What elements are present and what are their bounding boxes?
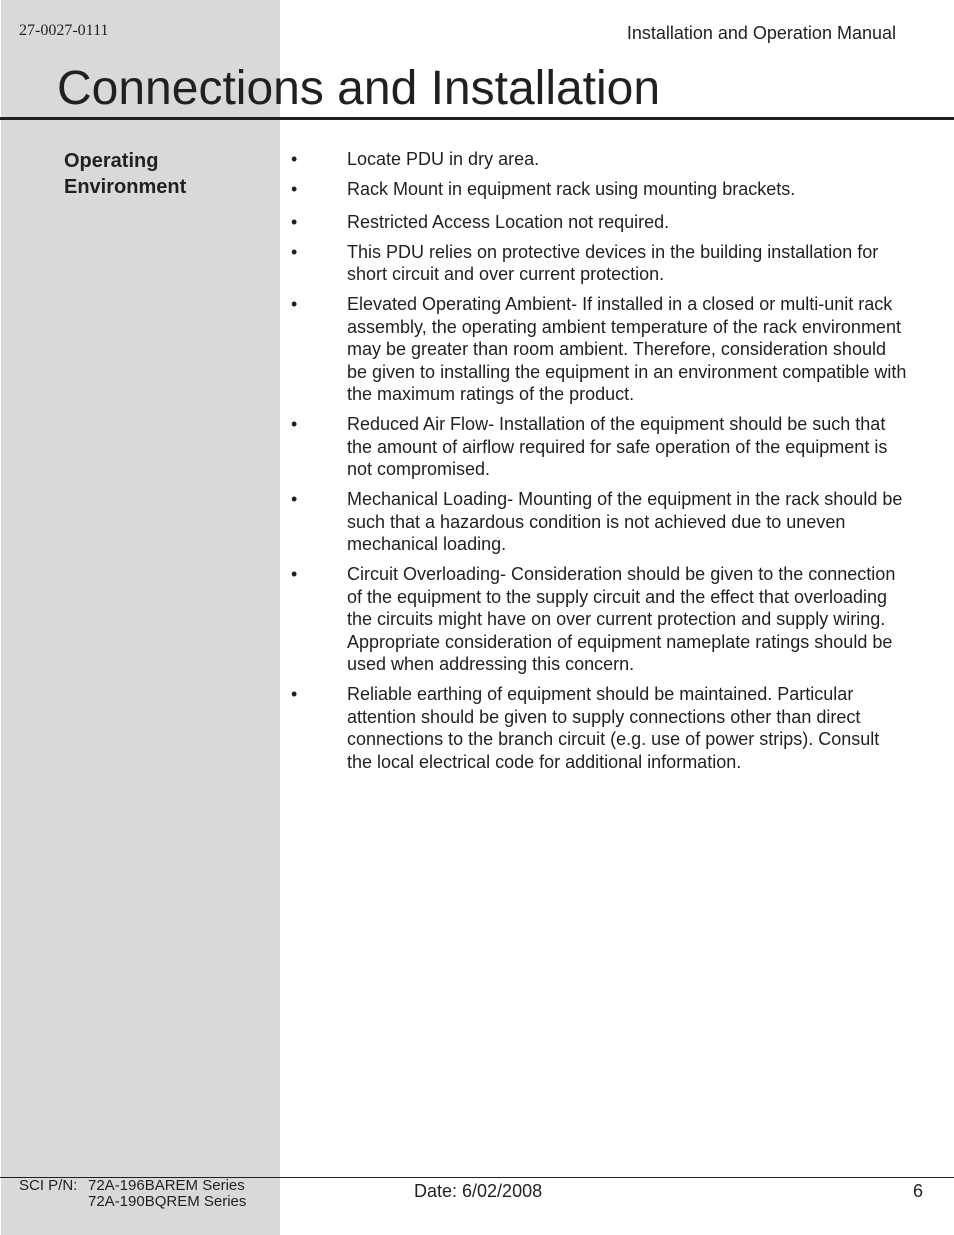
list-item — [288, 293, 908, 406]
page-title: Connections and Installation — [57, 62, 661, 115]
part-number-line-1: 72A-196BAREM Series — [88, 1177, 245, 1194]
list-item — [288, 488, 908, 556]
bullet-icon: • — [291, 294, 298, 314]
section-heading — [64, 148, 264, 200]
bullet-icon: • — [291, 211, 298, 232]
list-item-text: Reduced Air Flow- Installation of the equipment should be such that the amount of airflow required for safe operation of the equipment is not compromised. — [347, 414, 888, 479]
part-number-label: SCI P/N: — [19, 1177, 78, 1194]
bullet-icon: • — [291, 414, 298, 434]
bullet-icon: • — [291, 564, 298, 584]
manual-title: Installation and Operation Manual — [626, 23, 896, 43]
bullet-icon: • — [291, 489, 298, 509]
list-item-text: Restricted Access Location not required. — [347, 211, 670, 232]
bullet-icon: • — [291, 241, 298, 262]
title-divider — [0, 117, 954, 120]
footer-part-number — [19, 1178, 246, 1210]
page-number: 6 — [912, 1181, 923, 1201]
footer-date: Date: 6/02/2008 — [414, 1181, 543, 1201]
list-item-text: Locate PDU in dry area. — [347, 149, 540, 169]
list-item-text: Circuit Overloading- Consideration should be given to the connection of the equipment to the supply circuit and the effect that overloading the circuits might have on over current protection and supply wiring. Appropriate consideration of equipment nameplate ratings should be used when addressing this concern. — [347, 564, 896, 674]
list-item-text: Reliable earthing of equipment should be maintained. Particular attention should be given to supply connections other than direct connections to the branch circuit (e.g. use of power strips). Consult the local electrical code for additional information. — [347, 684, 880, 772]
list-item — [288, 563, 908, 676]
list-item — [288, 211, 908, 234]
bullet-list — [288, 148, 908, 781]
list-item-text: This PDU relies on protective devices in the building installation for short circuit and over current protection. — [347, 241, 879, 284]
list-item-text: Elevated Operating Ambient- If installed in a closed or multi-unit rack assembly, the operating ambient temperature of the rack environment may be greater than room ambient. Therefore, consideration should be given to installing the equipment in an environment compatible with the maximum ratings of the product. — [347, 294, 907, 404]
list-item-text: Rack Mount in equipment rack using mounting brackets. — [347, 179, 796, 199]
list-item — [288, 413, 908, 481]
bullet-icon: • — [291, 149, 298, 169]
part-number-line-2: 72A-190BQREM Series — [88, 1193, 247, 1210]
section-heading-line-2: Environment — [64, 176, 187, 198]
bullet-icon: • — [291, 179, 298, 199]
section-heading-line-1: Operating — [64, 150, 159, 172]
document-number: 27-0027-0111 — [19, 22, 109, 39]
list-item — [288, 241, 908, 286]
list-item — [288, 148, 908, 171]
list-item — [288, 683, 908, 773]
bullet-icon: • — [291, 684, 298, 704]
list-item — [288, 178, 908, 201]
list-item-text: Mechanical Loading- Mounting of the equipment in the rack should be such that a hazardous condition is not achieved due to uneven mechanical loading. — [347, 489, 903, 554]
